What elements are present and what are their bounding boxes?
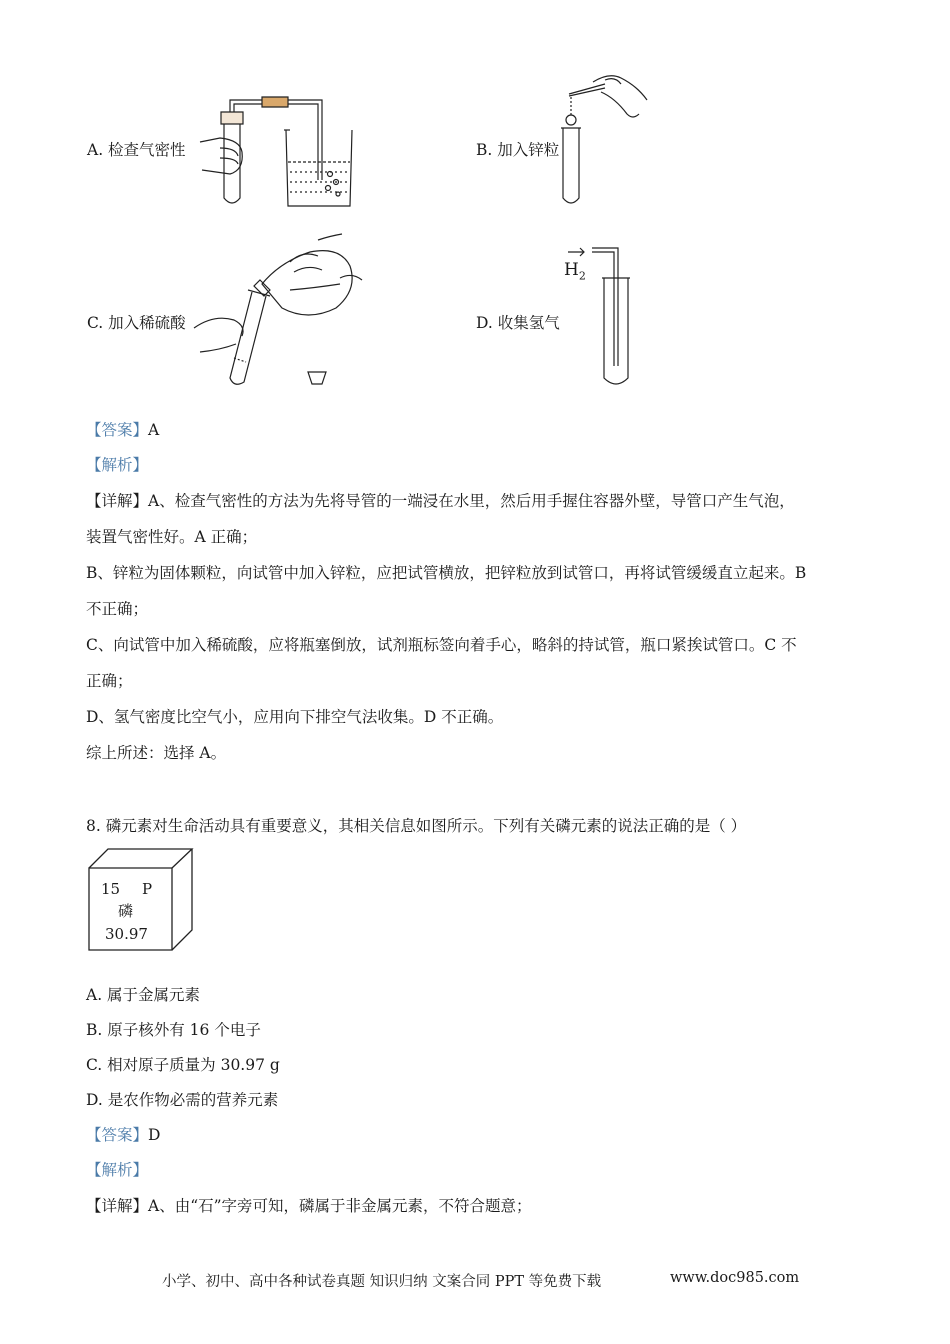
q8-detail-line: 【详解】A、由“石”字旁可知，磷属于非金属元素，不符合题意； [86,1197,532,1215]
option-c-label: C. 加入稀硫酸 [87,314,186,332]
q7-answer: 【答案】A [86,421,160,439]
option-d-label: D. 收集氢气 [476,314,560,332]
footer-text: 小学、初中、高中各种试卷真题 知识归纳 文案合同 PPT 等免费下载 [162,1274,602,1290]
q7-detail-line-1: 【详解】A、检查气密性的方法为先将导管的一端浸在水里，然后用手握住容器外壁，导管口产生气泡， [86,492,795,510]
q8-option-d: D. 是农作物必需的营养元素 [86,1091,279,1109]
q8-option-a: A. 属于金属元素 [86,986,201,1004]
q8-question: 8. 磷元素对生命活动具有重要意义，其相关信息如图所示。下列有关磷元素的说法正确的是（ ） [86,817,747,835]
q7-detail-line-8: 综上所述：选择 A。 [86,744,227,762]
h2-label: $H_2$ [564,260,586,283]
element-number: 15 [101,880,121,898]
footer-url[interactable]: www.doc985.com [670,1270,800,1286]
q7-detail-line-4: 不正确； [86,600,149,618]
element-name: 磷 [118,902,134,920]
option-b-label: B. 加入锌粒 [476,141,560,159]
q7-analysis-tag: 【解析】 [86,456,149,474]
element-symbol: P [142,880,153,898]
add-acid-figure [190,232,370,392]
add-zinc-figure [555,70,655,210]
q8-answer: 【答案】D [86,1126,161,1144]
q7-detail-line-7: D、氢气密度比空气小，应用向下排空气法收集。D 不正确。 [86,708,504,726]
q7-detail-line-2: 装置气密性好。A 正确； [86,528,258,546]
q8-analysis-tag: 【解析】 [86,1161,149,1179]
element-mass: 30.97 [105,925,148,943]
q7-detail-line-5: C、向试管中加入稀硫酸，应将瓶塞倒放，试剂瓶标签向着手心，略斜的持试管，瓶口紧挨试管口。C 不 [86,636,797,654]
q7-detail-line-6: 正确； [86,672,133,690]
q8-option-b: B. 原子核外有 16 个电子 [86,1021,261,1039]
option-a-label: A. 检查气密性 [87,141,186,159]
airtightness-check-figure [190,90,360,210]
q7-detail-line-3: B、锌粒为固体颗粒，向试管中加入锌粒，应把试管横放，把锌粒放到试管口，再将试管缓缓直立起来。B [86,564,807,582]
q8-option-c: C. 相对原子质量为 30.97 g [86,1056,280,1074]
